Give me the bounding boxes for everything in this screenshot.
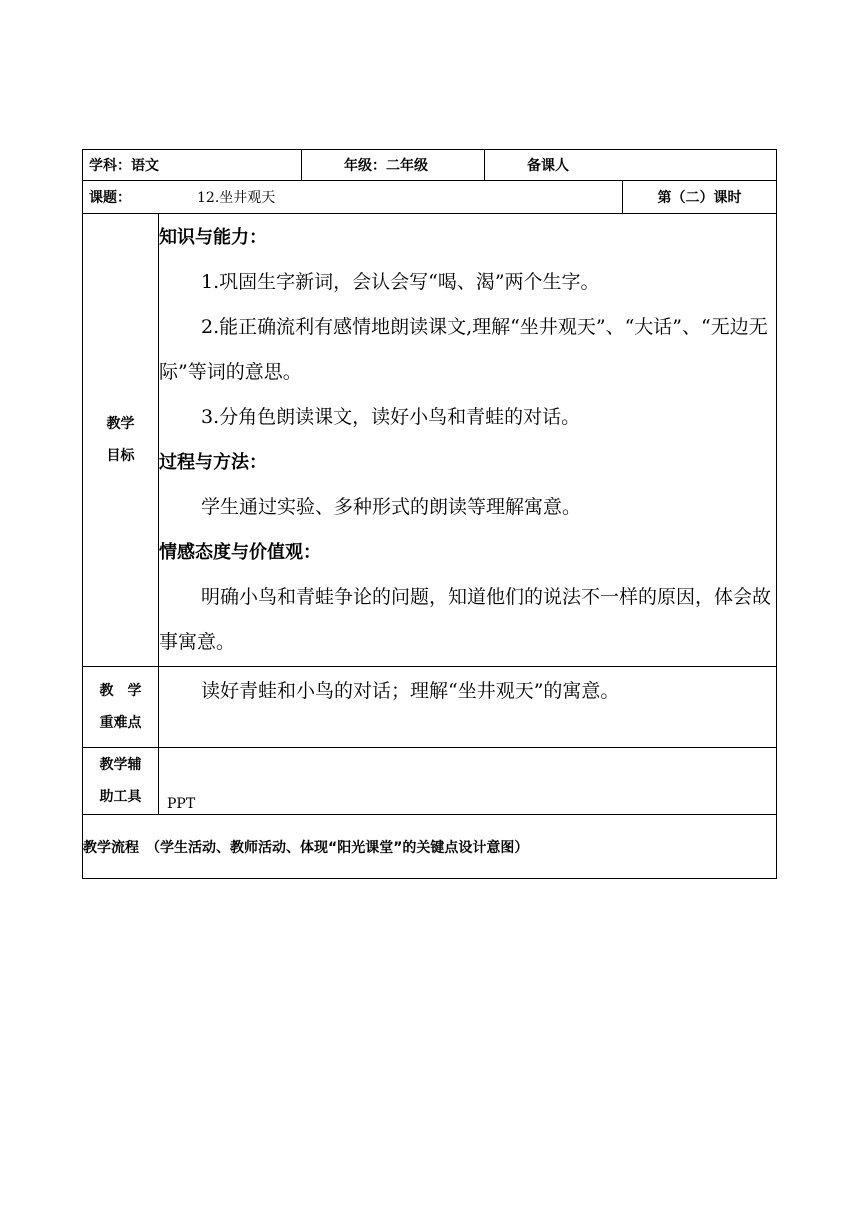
goals-label-line-1: 教学 [106, 416, 135, 432]
process-text: 学生通过实验、多种形式的朗读等理解寓意。 [201, 496, 582, 518]
goals-content-cell [159, 214, 777, 667]
knowledge-item-3: 3.分角色朗读课文，读好小鸟和青蛙的对话。 [201, 406, 581, 428]
tools-label-line-2: 助工具 [99, 789, 142, 805]
tools-row [83, 748, 777, 815]
tools-label-line-1: 教学辅 [99, 757, 142, 773]
flow-cell: 教学流程 （学生活动、教师活动、体现“阳光课堂”的关键点设计意图） [83, 815, 777, 879]
emotion-text: 明确小鸟和青蛙争论的问题，知道他们的说法不一样的原因，体会故事寓意。 [159, 586, 772, 653]
header-row-2 [83, 181, 777, 214]
tools-label-cell [83, 748, 159, 815]
key-points-label-cell [83, 667, 159, 748]
preparer-cell: 备课人 [485, 150, 777, 181]
knowledge-item-2: 2.能正确流利有感情地朗读课文,理解“坐井观天”、“大话”、“无边无际”等词的意思。 [159, 316, 768, 383]
goals-row [83, 214, 777, 667]
key-points-label-line-2: 重难点 [99, 715, 142, 731]
lesson-number-cell: 第（二）课时 [623, 181, 777, 214]
key-points-row [83, 667, 777, 748]
goals-label-cell [83, 214, 159, 667]
subject-cell: 学科：语文 [83, 150, 302, 181]
goals-label-line-2: 目标 [106, 448, 135, 464]
topic-label: 课题： [89, 190, 131, 206]
tools-value-cell: PPT [159, 748, 777, 815]
grade-cell: 年级：二年级 [302, 150, 485, 181]
key-points-content-cell [159, 667, 777, 748]
knowledge-item-1: 1.巩固生字新词，会认会写“喝、渴”两个生字。 [201, 271, 600, 293]
process-heading: 过程与方法： [159, 452, 267, 473]
lesson-plan-table [82, 149, 777, 879]
topic-cell [83, 181, 623, 214]
topic-value: 12.坐井观天 [197, 190, 276, 206]
flow-row [83, 815, 777, 879]
lesson-plan-sheet [82, 149, 776, 871]
key-points-label-line-1: 教 学 [99, 683, 142, 699]
emotion-heading: 情感态度与价值观： [159, 542, 321, 563]
knowledge-heading: 知识与能力： [159, 227, 267, 248]
header-row-1 [83, 150, 777, 181]
key-points-text: 读好青蛙和小鸟的对话；理解“坐井观天”的寓意。 [201, 680, 620, 702]
